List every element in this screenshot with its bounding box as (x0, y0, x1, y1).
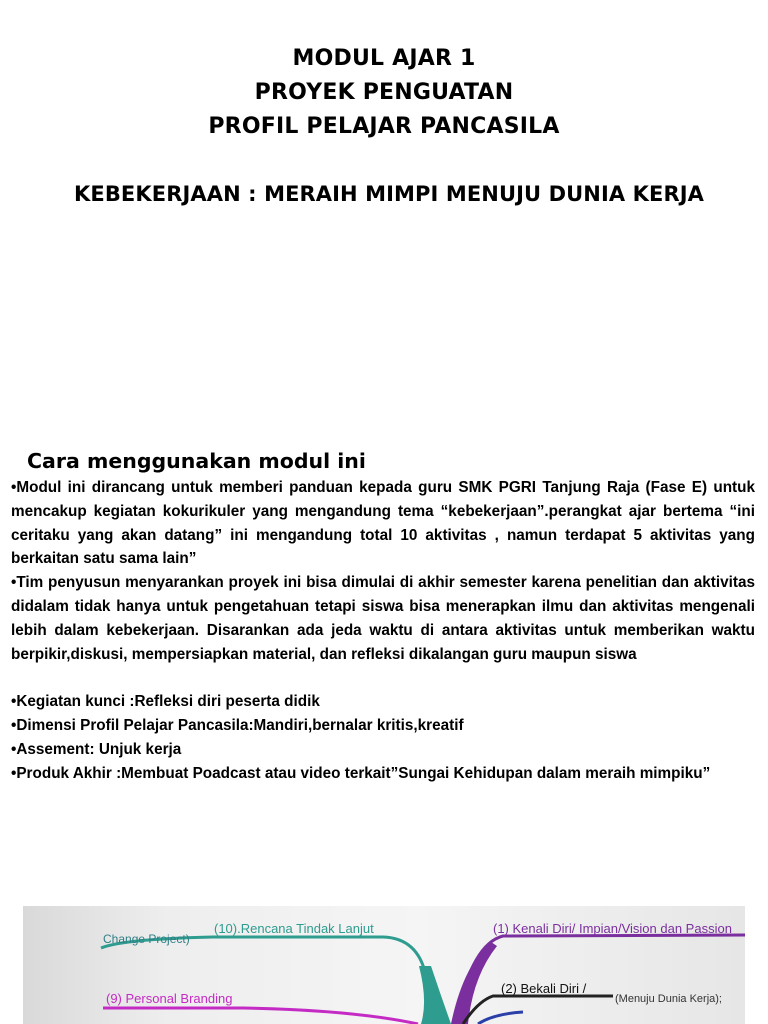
menuju-label: (Menuju Dunia Kerja); (615, 993, 722, 1005)
kenali-label: (1) Kenali Diri/ Impian/Vision dan Passion (493, 921, 732, 936)
section-heading: Cara menggunakan modul ini (27, 449, 366, 473)
rencana-label: (10).Rencana Tindak Lanjut (214, 921, 374, 936)
change-project-label: Change Project) (103, 932, 190, 946)
profile-title: PROFIL PELAJAR PANCASILA (208, 114, 560, 139)
bullet-item: •Dimensi Profil Pelajar Pancasila:Mandiri,bernalar kritis,kreatif (11, 717, 464, 735)
magenta-branch (103, 1008, 418, 1024)
mindmap-image (23, 906, 745, 1024)
project-title: PROYEK PENGUATAN (254, 80, 514, 105)
bullet-item: •Assement: Unjuk kerja (11, 740, 182, 758)
section-body (11, 476, 755, 786)
personal-branding-label: (9) Personal Branding (106, 991, 233, 1006)
spacer (11, 666, 755, 690)
module-title: MODUL AJAR 1 (292, 46, 476, 71)
bullet-item: •Produk Akhir :Membuat Poadcast atau video terkait”Sungai Kehidupan dalam meraih mimpiku” (11, 764, 711, 782)
bullet-item: •Kegiatan kunci :Refleksi diri peserta didik (11, 693, 320, 711)
teal-branch (101, 937, 435, 1024)
mindmap-diagram (23, 906, 745, 1024)
title-block (0, 42, 768, 144)
bekali-label: (2) Bekali Diri / (501, 981, 587, 996)
theme-title: KEBEKERJAAN : MERAIH MIMPI MENUJU DUNIA KERJA (74, 182, 704, 206)
blue-branch (478, 1012, 523, 1024)
teal-branch-root (419, 966, 451, 1024)
purple-branch (455, 935, 745, 1024)
paragraph: •Modul ini dirancang untuk memberi panduan kepada guru SMK PGRI Tanjung Raja (Fase E) untuk mencakup kegiatan kokurikuler yang mengandung tema “kebekerjaan”.perangkat ajar bertema “ini ceritaku yang akan datang” ini mengandung total 10 aktivitas , namun terdapat 5 aktivitas yang berkaitan satu sama lain” (11, 479, 755, 568)
paragraph: •Tim penyusun menyarankan proyek ini bisa dimulai di akhir semester karena penelitian dan aktivitas didalam tidak hanya untuk pengetahuan tetapi siswa bisa menerapkan ilmu dan aktivitas mengenali lebih dalam kebekerjaan. Disarankan ada jeda waktu di antara aktivitas untuk memberikan waktu berpikir,diskusi, mempersiapkan material, dan refleksi dikalangan guru maupun siswa (11, 574, 755, 663)
